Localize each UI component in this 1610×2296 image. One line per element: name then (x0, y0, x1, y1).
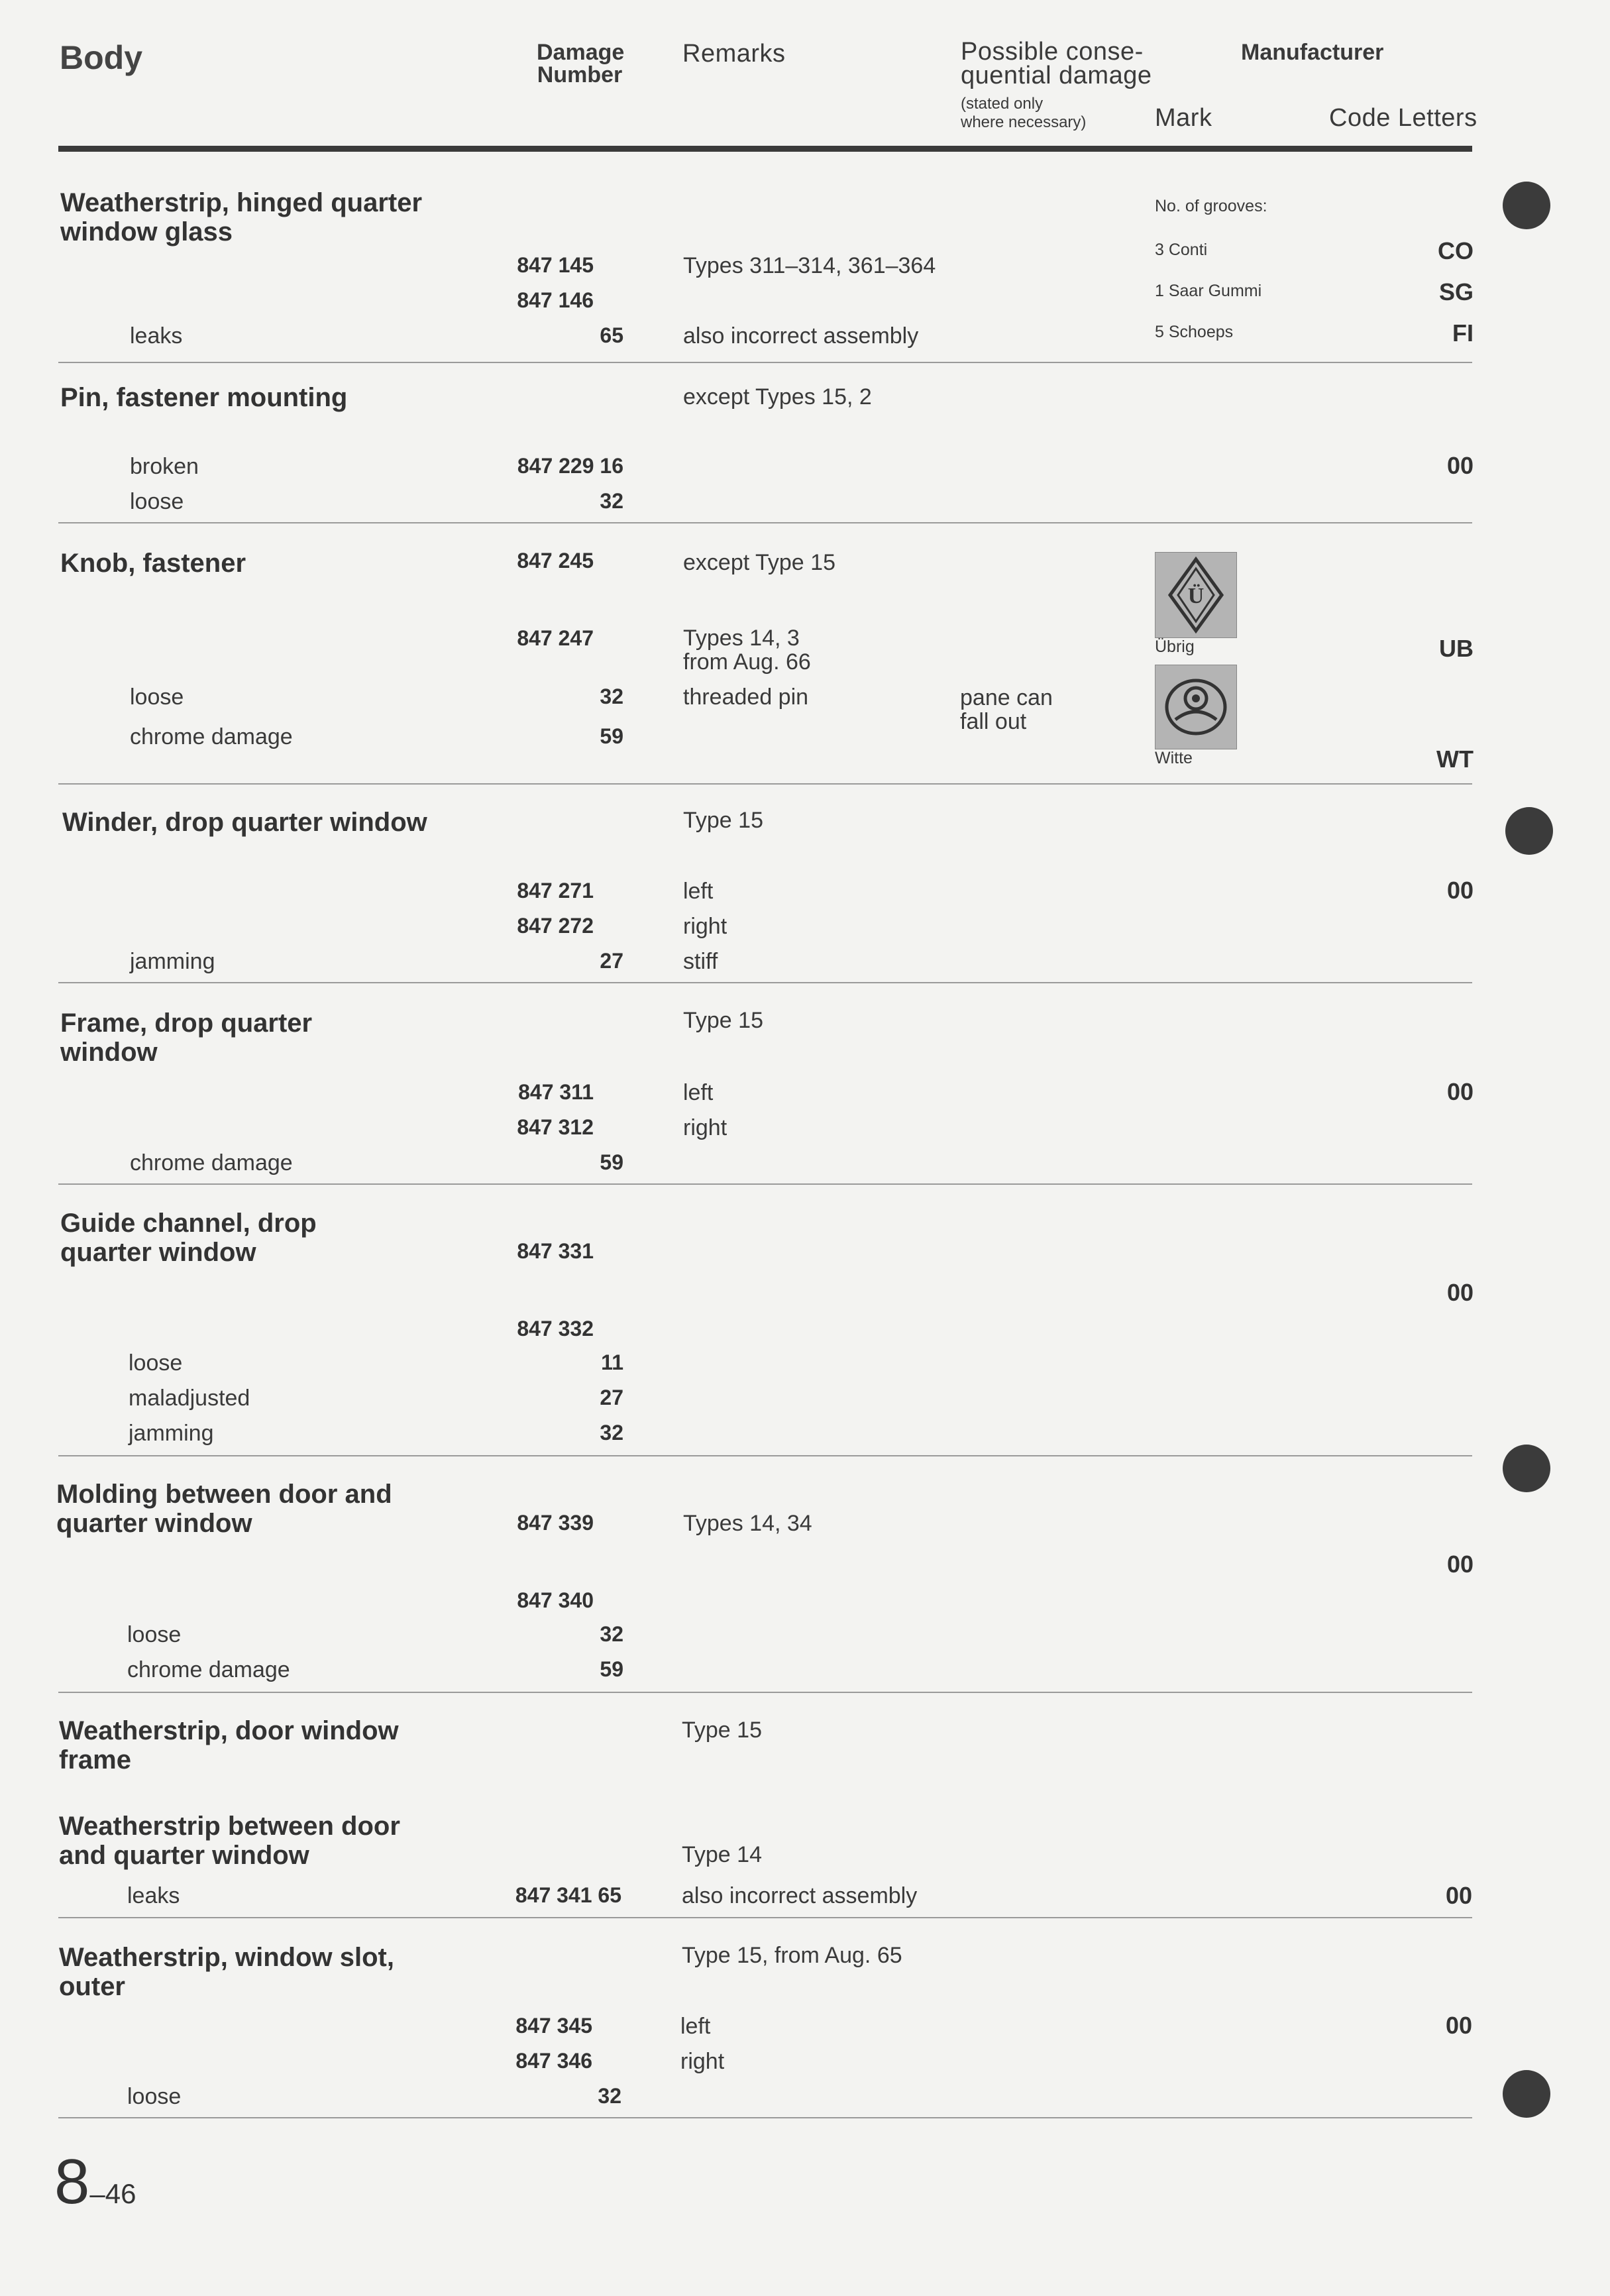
code-letters: SG (1438, 278, 1474, 305)
code-letters-header: Code Letters (1329, 104, 1477, 132)
remark: right (683, 1115, 727, 1140)
binder-hole (1503, 182, 1550, 229)
section-divider (58, 1455, 1472, 1456)
consequential-damage: pane can fall out (960, 685, 1053, 734)
remark: right (680, 2049, 725, 2074)
section-divider (58, 1692, 1472, 1693)
remark: right (683, 914, 727, 939)
remark: left (683, 1080, 714, 1105)
defect-code: 32 (598, 2084, 621, 2108)
defect-label: leaks (127, 1883, 180, 1908)
part-number: 847 339 (517, 1511, 594, 1535)
part-number: 847 341 65 (515, 1883, 621, 1907)
item-title: Frame, drop quarter window (60, 1009, 313, 1067)
code-letters: FI (1452, 319, 1474, 347)
part-number: 847 146 (517, 288, 594, 312)
part-number: 847 247 (517, 626, 594, 650)
item-title: Weatherstrip, door window frame (59, 1716, 399, 1775)
stated-only-note: (stated only where necessary) (961, 95, 1087, 131)
mark-header: Mark (1155, 104, 1212, 132)
part-number: 847 272 (517, 914, 594, 938)
remark: Types 14, 3 from Aug. 66 (683, 626, 811, 675)
remark: stiff (683, 949, 718, 974)
code-letters: 00 (1445, 1882, 1472, 1909)
item-title: Guide channel, drop quarter window (60, 1209, 317, 1267)
remark: except Types 15, 2 (683, 384, 872, 410)
defect-code: 59 (600, 1150, 623, 1174)
item-title: Winder, drop quarter window (62, 808, 427, 837)
code-letters: 00 (1446, 877, 1474, 904)
remark: Types 311–314, 361–364 (683, 253, 936, 278)
mark-name: Übrig (1155, 637, 1195, 656)
part-number: 847 340 (517, 1588, 594, 1612)
mark-name: 5 Schoeps (1155, 323, 1234, 341)
item-title: Weatherstrip, hinged quarter window glass (60, 188, 423, 246)
section-divider (58, 522, 1472, 523)
section-divider (58, 2117, 1472, 2118)
consequential-damage-header: Possible conse- quential damage (961, 38, 1152, 89)
binder-hole (1503, 2070, 1550, 2118)
witte-logo (1155, 665, 1237, 749)
code-letters: CO (1438, 237, 1474, 264)
part-number: 847 229 16 (517, 454, 623, 478)
defect-code: 59 (600, 1657, 623, 1681)
mark-name: Witte (1155, 749, 1193, 767)
defect-label: chrome damage (130, 724, 293, 749)
defect-code: 27 (600, 1386, 623, 1409)
page-number: 8–46 (54, 2146, 136, 2217)
defect-label: maladjusted (129, 1386, 250, 1411)
item-title: Knob, fastener (60, 549, 246, 578)
binder-hole (1503, 1445, 1550, 1492)
defect-code: 32 (600, 684, 623, 708)
section-divider (58, 1183, 1472, 1185)
defect-code: 32 (600, 489, 623, 513)
part-number: 847 312 (517, 1115, 594, 1139)
part-number: 847 345 (515, 2014, 592, 2038)
defect-code: 32 (600, 1421, 623, 1445)
code-letters: 00 (1446, 1279, 1474, 1306)
item-title: Pin, fastener mounting (60, 383, 348, 412)
part-number: 847 332 (517, 1317, 594, 1340)
code-letters: 00 (1446, 1551, 1474, 1578)
mark-name: 3 Conti (1155, 241, 1208, 259)
section-divider (58, 362, 1472, 363)
remark: Type 15 (682, 1718, 762, 1743)
defect-label: loose (127, 1622, 182, 1647)
damage-number-header: Damage Number (537, 40, 625, 87)
part-number: 847 346 (515, 2049, 592, 2073)
remark: Type 15 (683, 808, 763, 833)
section-title: Body (60, 39, 142, 76)
remarks-header: Remarks (682, 40, 786, 68)
item-title: Molding between door and quarter window (56, 1480, 392, 1538)
defect-code: 11 (601, 1350, 623, 1374)
header-rule (58, 146, 1472, 152)
manufacturer-header: Manufacturer (1241, 40, 1384, 65)
remark: also incorrect assembly (683, 323, 919, 349)
remark: Types 14, 34 (683, 1511, 812, 1536)
part-number: 847 331 (517, 1239, 594, 1263)
defect-label: loose (130, 489, 184, 514)
code-letters: 00 (1445, 2012, 1472, 2039)
remark: left (683, 879, 714, 904)
item-title: Weatherstrip between door and quarter window (59, 1812, 400, 1870)
remark: left (680, 2014, 711, 2039)
defect-code: 59 (600, 724, 623, 748)
mark-name: 1 Saar Gummi (1155, 282, 1262, 300)
defect-label: loose (130, 684, 184, 710)
defect-label: loose (127, 2084, 182, 2109)
part-number: 847 311 (518, 1080, 594, 1104)
code-letters: UB (1439, 635, 1474, 662)
defect-label: leaks (130, 323, 183, 349)
defect-label: jamming (130, 949, 215, 974)
remark: threaded pin (683, 684, 809, 710)
code-letters: WT (1436, 745, 1474, 773)
item-title: Weatherstrip, window slot, outer (59, 1943, 394, 2001)
defect-label: chrome damage (130, 1150, 293, 1175)
defect-label: jamming (129, 1421, 214, 1446)
remark: also incorrect assembly (682, 1883, 918, 1908)
part-number: 847 245 (517, 549, 594, 573)
remark: Type 15 (683, 1008, 763, 1033)
defect-code: 32 (600, 1622, 623, 1646)
remark: Type 14 (682, 1842, 762, 1867)
svg-text:Ü: Ü (1187, 584, 1205, 608)
remark: Type 15, from Aug. 65 (682, 1943, 902, 1968)
defect-code: 65 (600, 323, 623, 347)
defect-label: chrome damage (127, 1657, 290, 1682)
remark: except Type 15 (683, 550, 835, 575)
defect-code: 27 (600, 949, 623, 973)
defect-label: broken (130, 454, 199, 479)
code-letters: 00 (1446, 1078, 1474, 1105)
section-divider (58, 982, 1472, 983)
section-divider (58, 783, 1472, 785)
code-letters: 00 (1446, 452, 1474, 479)
binder-hole (1505, 807, 1553, 855)
part-number: 847 145 (517, 253, 594, 277)
part-number: 847 271 (517, 879, 594, 902)
uebrig-logo (1155, 552, 1237, 638)
defect-label: loose (129, 1350, 183, 1376)
grooves-note: No. of grooves: (1155, 197, 1267, 215)
section-divider (58, 1917, 1472, 1918)
